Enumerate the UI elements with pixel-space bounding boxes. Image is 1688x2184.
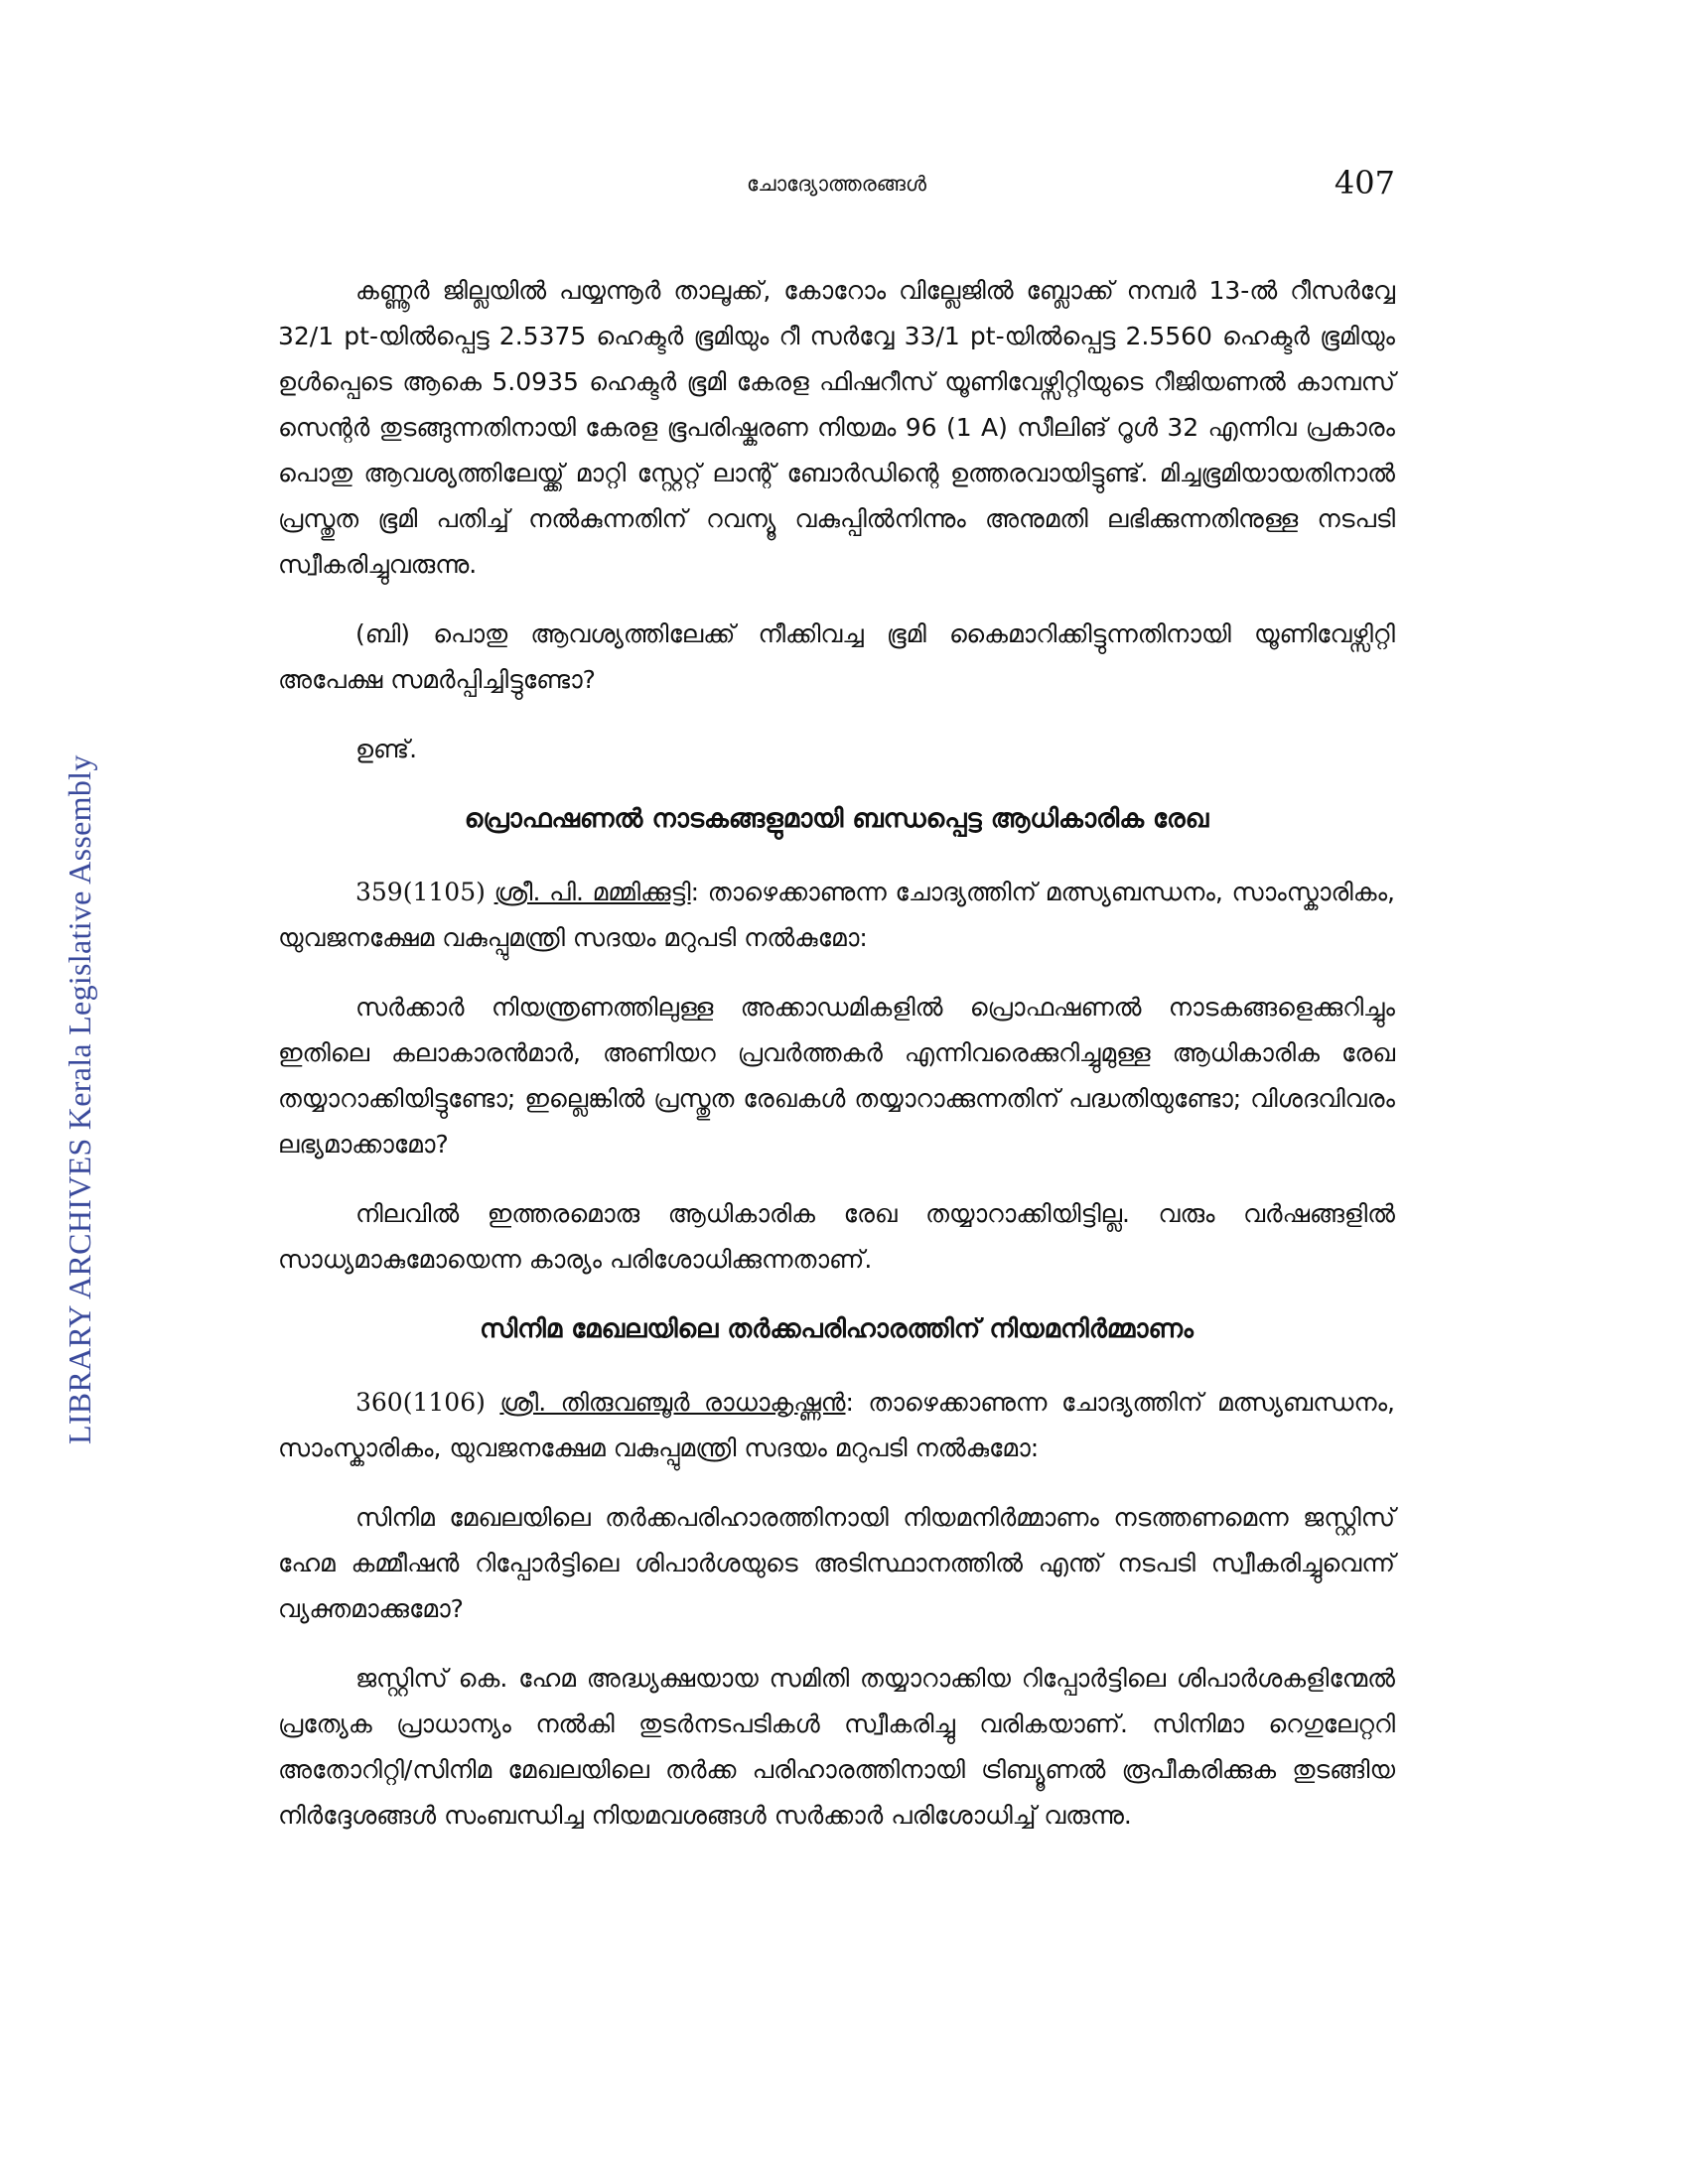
member-name: ശ്രീ. പി. മമ്മിക്കുട്ടി xyxy=(493,878,691,906)
archive-watermark: LIBRARY ARCHIVES Kerala Legislative Assembly xyxy=(62,754,97,1444)
page-number: 407 xyxy=(1334,164,1395,202)
question-360-text: സിനിമ മേഖലയിലെ തർക്കപരിഹാരത്തിനായി നിയമനിർമ്മാണം നടത്തണമെന്ന ജസ്റ്റിസ് ഹേമ കമ്മീഷൻ റിപ്പോർട്ടിലെ ശിപാർശയുടെ അടിസ്ഥാനത്തിൽ എന്ത് നടപടി സ്വീകരിച്ചുവെന്ന് വ്യക്തമാക്കുമോ? xyxy=(278,1503,1395,1623)
question-number: 360(1106) xyxy=(355,1388,486,1417)
page-header xyxy=(278,164,1395,213)
section-heading-cinema-dispute: സിനിമ മേഖലയിലെ തർക്കപരിഹാരത്തിന് നിയമനിർമ്മാണം xyxy=(480,1314,1194,1344)
answer-360-text: ജസ്റ്റിസ് കെ. ഹേമ അദ്ധ്യക്ഷയായ സമിതി തയ്യാറാക്കിയ റിപ്പോർട്ടിലെ ശിപാർശകളിന്മേൽ പ്രത്യേക പ്രാധാന്യം നൽകി തുടർനടപടികൾ സ്വീകരിച്ചു വരികയാണ്. സിനിമാ റെഗുലേറ്ററി അതോറിറ്റി/സിനിമ മേഖലയിലെ തർക്ക പരിഹാരത്തിനായി ട്രിബ്യൂണൽ രൂപീകരിക്കുക തുടങ്ങിയ നിർദ്ദേശങ്ങൾ സംബന്ധിച്ച നിയമവശങ്ങൾ സർക്കാർ പരിശോധിച്ച് വരുന്നു. xyxy=(278,1664,1395,1830)
member-name: ശ്രീ. തിരുവഞ്ചൂർ രാധാകൃഷ്ണൻ xyxy=(499,1388,846,1417)
question-359-text: സർക്കാർ നിയന്ത്രണത്തിലുള്ള അക്കാഡമികളിൽ പ്രൊഫഷണൽ നാടകങ്ങളെക്കുറിച്ചും ഇതിലെ കലാകാരൻമാർ, അണിയറ പ്രവർത്തകർ എന്നിവരെക്കുറിച്ചുമുള്ള ആധികാരിക രേഖ തയ്യാറാക്കിയിട്ടുണ്ടോ; ഇല്ലെങ്കിൽ പ്രസ്തുത രേഖകൾ തയ്യാറാക്കുന്നതിന് പദ്ധതിയുണ്ടോ; വിശദവിവരം ലഭ്യമാക്കാമോ? xyxy=(278,993,1395,1159)
answer-b: ഉണ്ട്. xyxy=(355,735,418,763)
question-number: 359(1105) xyxy=(355,878,486,906)
question-359-intro xyxy=(278,870,1395,961)
question-intro-text: : താഴെക്കാണുന്ന ചോദ്യത്തിന് മത്സ്യബന്ധനം, സാംസ്കാരികം, യുവജനക്ഷേമ വകുപ്പുമന്ത്രി സദയം മറുപടി നൽകുമോ: xyxy=(278,878,1395,952)
running-title: ചോദ്യോത്തരങ്ങൾ xyxy=(746,172,927,196)
question-360-intro xyxy=(278,1380,1395,1471)
page-body xyxy=(278,268,1395,1862)
answer-paragraph-land: കണ്ണൂർ ജില്ലയിൽ പയ്യന്നൂർ താലൂക്ക്, കോറോം വില്ലേജിൽ ബ്ലോക്ക് നമ്പർ 13-ൽ റീസർവ്വേ 32/1 pt-യിൽപ്പെട്ട 2.5375 ഹെക്ടർ ഭൂമിയും റീ സർവ്വേ 33/1 pt-യിൽപ്പെട്ട 2.5560 ഹെക്ടർ ഭൂമിയും ഉൾപ്പെടെ ആകെ 5.0935 ഹെക്ടർ ഭൂമി കേരള ഫിഷറീസ് യൂണിവേഴ്സിറ്റിയുടെ റീജിയണൽ കാമ്പസ് സെന്റർ തുടങ്ങുന്നതിനായി കേരള ഭൂപരിഷ്കരണ നിയമം 96 (1 A) സീലിങ് റൂൾ 32 എന്നിവ പ്രകാരം പൊതു ആവശ്യത്തിലേയ്ക്ക് മാറ്റി സ്റ്റേറ്റ് ലാന്റ് ബോർഡിന്റെ ഉത്തരവായിട്ടുണ്ട്. മിച്ചഭൂമിയായതിനാൽ പ്രസ്തുത ഭൂമി പതിച്ച് നൽകുന്നതിന് റവന്യൂ വകുപ്പിൽനിന്നും അനുമതി ലഭിക്കുന്നതിനുള്ള നടപടി സ്വീകരിച്ചുവരുന്നു. xyxy=(278,276,1395,579)
section-heading-professional-drama: പ്രൊഫഷണൽ നാടകങ്ങളുമായി ബന്ധപ്പെട്ട ആധികാരിക രേഖ xyxy=(464,804,1209,834)
answer-359-text: നിലവിൽ ഇത്തരമൊരു ആധികാരിക രേഖ തയ്യാറാക്കിയിട്ടില്ല. വരും വർഷങ്ങളിൽ സാധ്യമാകുമോയെന്ന കാര്യം പരിശോധിക്കുന്നതാണ്. xyxy=(278,1199,1395,1274)
question-b: (ബി) പൊതു ആവശ്യത്തിലേക്ക് നീക്കിവച്ച ഭൂമി കൈമാറിക്കിട്ടുന്നതിനായി യൂണിവേഴ്സിറ്റി അപേക്ഷ സമർപ്പിച്ചിട്ടുണ്ടോ? xyxy=(278,619,1395,694)
question-intro-text: : താഴെക്കാണുന്ന ചോദ്യത്തിന് മത്സ്യബന്ധനം, സാംസ്കാരികം, യുവജനക്ഷേമ വകുപ്പുമന്ത്രി സദയം മറുപടി നൽകുമോ: xyxy=(278,1388,1395,1462)
